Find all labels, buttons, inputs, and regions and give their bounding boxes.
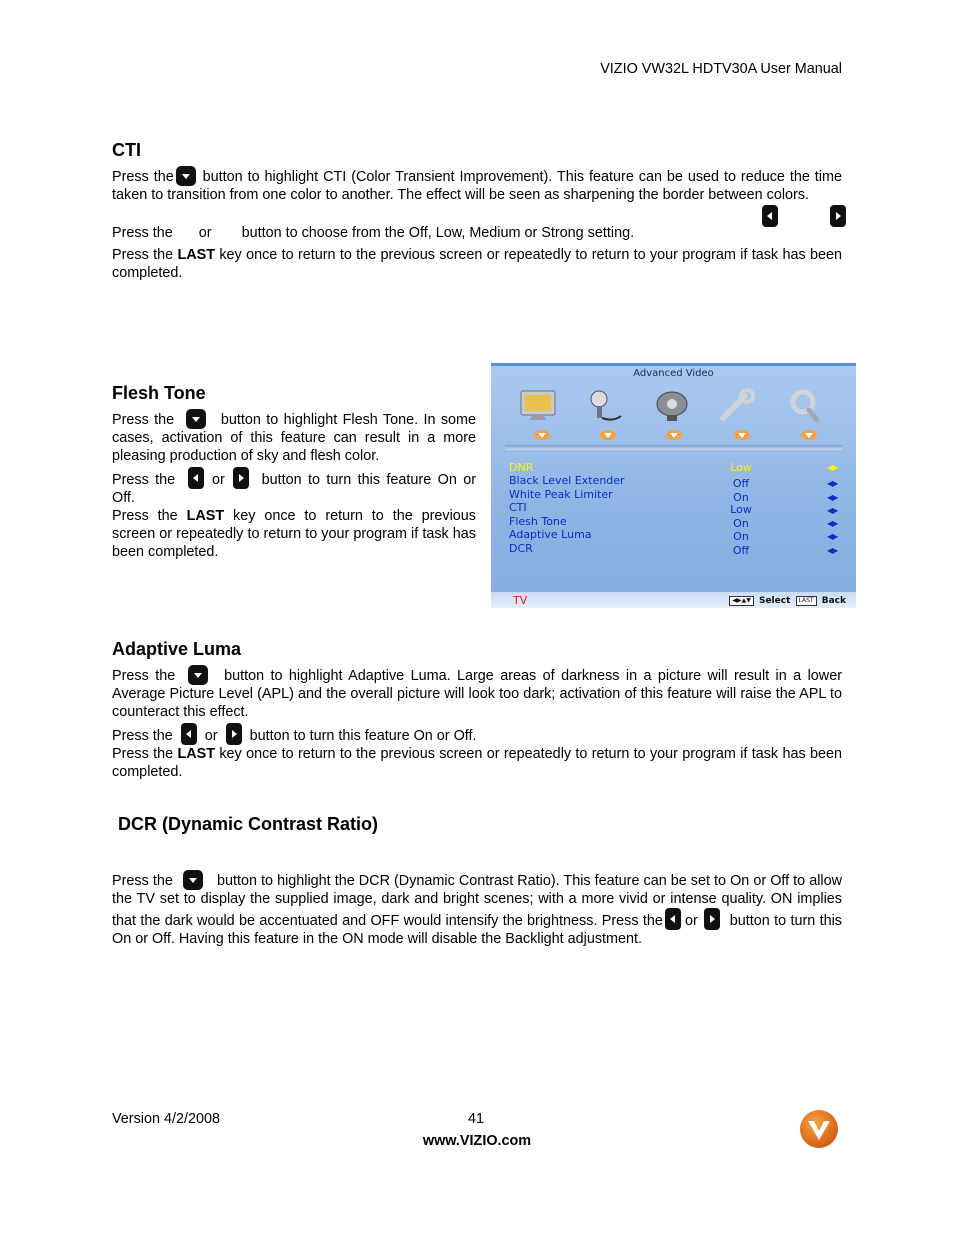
cti-p3-start: Press the [112, 247, 174, 263]
flesh-p2-or: or [212, 472, 225, 488]
osd-value-adaptive-luma: On [733, 530, 749, 543]
flesh-p1-rest: button to highlight Flesh Tone. In some cases, activation of this feature can result in a more pleasing production of sky and flesh color. [112, 412, 477, 464]
right-arrow-button-icon [226, 723, 242, 745]
osd-back-label: Back [821, 596, 846, 606]
footer-page-number: 41 [468, 1111, 485, 1127]
vizio-logo-icon [799, 1109, 839, 1149]
dcr-paragraph-1 [112, 870, 842, 948]
left-right-arrows-icon: ◀▶ [827, 532, 838, 541]
luma-p1-rest: button to highlight Adaptive Luma. Large areas of darkness in a picture will result in a lower Average Picture Level (APL) and the overall picture will look too dark; activation of this feature will raise the APL to counteract this effect. [112, 668, 842, 720]
last-key-label: LAST [186, 508, 225, 524]
left-arrow-button-icon [188, 467, 204, 489]
cti-p2-or: or [198, 225, 212, 241]
adaptive-luma-heading: Adaptive Luma [112, 639, 242, 659]
nav-arrows-icon: ◀▶▲▼ [729, 596, 753, 606]
osd-item-dcr: DCR [509, 542, 533, 555]
osd-nav-hint [727, 596, 846, 606]
right-arrow-button-icon [704, 908, 720, 930]
flesh-p3-start: Press the [112, 508, 178, 524]
osd-bottom-bar [491, 592, 856, 608]
dcr-p1-rest: button to turn this On or Off. Having this feature in the ON mode will disable the Backlight adjustment. [112, 913, 842, 947]
osd-value-dnr: Low [730, 461, 752, 474]
adaptive-luma-paragraph-2 [112, 723, 842, 745]
setup-tab-icon [717, 388, 759, 424]
luma-p2-start: Press the [112, 728, 173, 744]
help-tab-icon [783, 388, 825, 424]
osd-separator [505, 445, 842, 450]
luma-p2-or: or [204, 728, 218, 744]
osd-source-label: TV [513, 594, 528, 607]
left-right-arrows-icon: ◀▶ [827, 493, 838, 502]
luma-p2-rest: button to turn this feature On or Off. [249, 728, 477, 744]
picture-tab-icon [517, 388, 559, 424]
adaptive-luma-paragraph-1 [112, 665, 842, 721]
tab-indicator-icon [534, 429, 550, 441]
tab-indicator-icon [734, 429, 750, 441]
down-arrow-button-icon [183, 870, 203, 890]
tab-indicator-icon [666, 429, 682, 441]
left-right-arrows-icon: ◀▶ [827, 506, 838, 515]
left-right-arrows-icon: ◀▶ [827, 519, 838, 528]
cti-p3-rest: key once to return to the previous screen or repeatedly to return to your program if task has been completed. [112, 247, 842, 281]
cti-p1-start: Press the [112, 169, 174, 185]
right-arrow-button-icon [233, 467, 249, 489]
luma-p3-start: Press the [112, 746, 174, 762]
last-key-label: LAST [177, 247, 216, 263]
down-arrow-button-icon [188, 665, 208, 685]
osd-last-key: LAST [796, 596, 817, 606]
cti-p1-rest: button to highlight CTI (Color Transient Improvement). This feature can be used to reduce the time taken to transition from one color to another. The effect will be seen as sharpening the border between colors. [112, 169, 842, 203]
cti-paragraph-3 [112, 246, 842, 282]
adaptive-luma-paragraph-3 [112, 745, 842, 781]
left-arrow-button-icon [181, 723, 197, 745]
flesh-p3-rest: key once to return to the previous screen or repeatedly to return to your program if task has been completed. [112, 508, 476, 560]
osd-item-dnr: DNR [509, 461, 534, 474]
cti-paragraph-2 [112, 224, 842, 242]
luma-p3-rest: key once to return to the previous screen or repeatedly to return to your program if task has been completed. [112, 746, 842, 780]
left-arrow-button-icon [665, 908, 681, 930]
osd-item-adaptive-luma: Adaptive Luma [509, 528, 592, 541]
advanced-video-menu-screenshot [491, 363, 856, 608]
dcr-p1-or: or [684, 913, 698, 929]
last-key-label: LAST [177, 746, 216, 762]
audio-tab-icon [585, 388, 627, 424]
down-arrow-button-icon [176, 166, 196, 186]
osd-value-black-level-extender: Off [732, 477, 750, 490]
osd-item-flesh-tone: Flesh Tone [509, 515, 567, 528]
osd-item-black-level-extender: Black Level Extender [509, 474, 625, 487]
dcr-p1-start: Press the [112, 873, 173, 889]
flesh-p2-start: Press the [112, 472, 176, 488]
flesh-tone-paragraph-3 [112, 507, 476, 561]
down-arrow-button-icon [186, 409, 206, 429]
flesh-tone-heading: Flesh Tone [112, 383, 206, 403]
footer-version: Version 4/2/2008 [112, 1111, 221, 1127]
cti-p2-start: Press the [112, 225, 173, 241]
osd-item-white-peak-limiter: White Peak Limiter [509, 488, 613, 501]
tab-indicator-icon [600, 429, 616, 441]
luma-p1-start: Press the [112, 668, 176, 684]
cti-p2-rest: button to choose from the Off, Low, Medium or Strong setting. [241, 225, 635, 241]
footer-url: www.VIZIO.com [422, 1133, 532, 1149]
flesh-tone-paragraph-1 [112, 409, 476, 465]
osd-title: Advanced Video [633, 368, 714, 379]
manual-title: VIZIO VW32L HDTV30A User Manual [600, 61, 842, 77]
left-right-arrows-icon: ◀▶ [827, 546, 838, 555]
osd-select-label: Select [758, 596, 791, 606]
tv-tab-icon [651, 388, 693, 424]
left-right-arrows-icon: ◀▶ [827, 463, 838, 472]
dcr-heading: DCR (Dynamic Contrast Ratio) [118, 814, 379, 834]
cti-paragraph-1 [112, 166, 842, 204]
osd-value-white-peak-limiter: On [733, 491, 749, 504]
left-right-arrows-icon: ◀▶ [827, 479, 838, 488]
dcr-p1-text: button to highlight the DCR (Dynamic Contrast Ratio). This feature can be set to On or Off to allow the TV set to display the supplied image, dark and bright scenes; with a more vivid or intense quality. ON implies that the dark would be accentuated and OFF would intensify the brightness. Press the [112, 873, 843, 929]
tab-indicator-icon [801, 429, 817, 441]
flesh-p1-start: Press the [112, 412, 175, 428]
osd-item-cti: CTI [509, 501, 527, 514]
osd-value-flesh-tone: On [733, 517, 749, 530]
cti-heading: CTI [112, 140, 141, 160]
flesh-p2-rest: button to turn this feature On or Off. [112, 472, 477, 506]
osd-value-dcr: Off [732, 544, 750, 557]
flesh-tone-paragraph-2 [112, 467, 476, 507]
osd-value-cti: Low [730, 503, 752, 516]
